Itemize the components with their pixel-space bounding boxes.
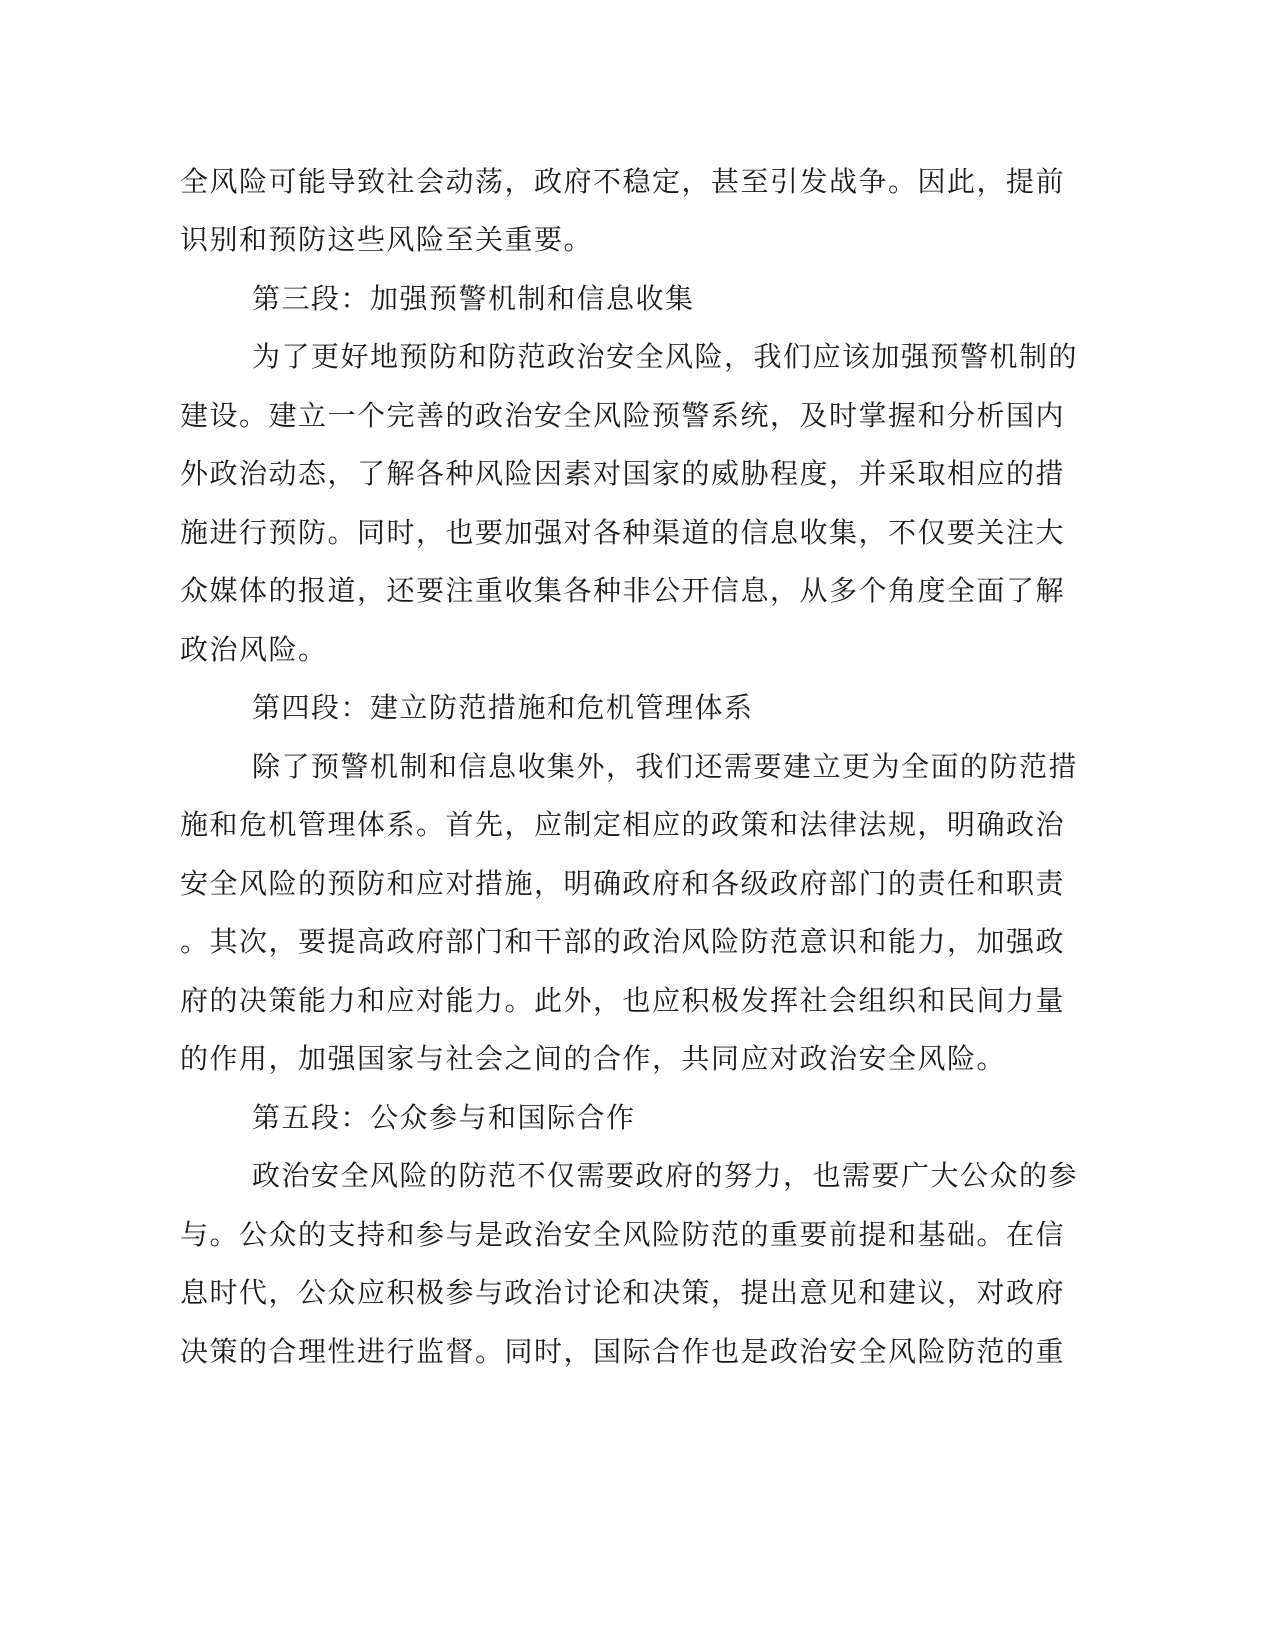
text-line: 决策的合理性进行监督。同时，国际合作也是政治安全风险防范的重: [180, 1335, 1066, 1368]
text-line: 外政治动态，了解各种风险因素对国家的威胁程度，并采取相应的措: [180, 457, 1066, 490]
text-line: 政治风险。: [180, 633, 328, 666]
text-line: 建设。建立一个完善的政治安全风险预警系统，及时掌握和分析国内: [180, 399, 1066, 432]
paragraph-start: 为了更好地预防和防范政治安全风险，我们应该加强预警机制的: [252, 340, 1079, 373]
text-line: 众媒体的报道，还要注重收集各种非公开信息，从多个角度全面了解: [180, 574, 1066, 607]
text-line: 府的决策能力和应对能力。此外，也应积极发挥社会组织和民间力量: [180, 984, 1066, 1017]
text-line: 与。公众的支持和参与是政治安全风险防范的重要前提和基础。在信: [180, 1218, 1066, 1251]
text-line: 。其次，要提高政府部门和干部的政治风险防范意识和能力，加强政: [180, 925, 1066, 958]
section-heading-4: 第四段：建立防范措施和危机管理体系: [252, 691, 754, 724]
text-line: 息时代，公众应积极参与政治讨论和决策，提出意见和建议，对政府: [180, 1276, 1066, 1309]
text-line: 的作用，加强国家与社会之间的合作，共同应对政治安全风险。: [180, 1042, 1007, 1075]
section-heading-5: 第五段：公众参与和国际合作: [252, 1101, 636, 1134]
paragraph-start: 除了预警机制和信息收集外，我们还需要建立更为全面的防范措: [252, 750, 1079, 783]
text-line: 全风险可能导致社会动荡，政府不稳定，甚至引发战争。因此，提前: [180, 165, 1066, 198]
text-line: 安全风险的预防和应对措施，明确政府和各级政府部门的责任和职责: [180, 867, 1066, 900]
paragraph-start: 政治安全风险的防范不仅需要政府的努力，也需要广大公众的参: [252, 1159, 1079, 1192]
section-heading-3: 第三段：加强预警机制和信息收集: [252, 282, 695, 315]
text-line: 识别和预防这些风险至关重要。: [180, 223, 594, 256]
text-line: 施进行预防。同时，也要加强对各种渠道的信息收集，不仅要关注大: [180, 516, 1066, 549]
text-line: 施和危机管理体系。首先，应制定相应的政策和法律法规，明确政治: [180, 808, 1066, 841]
